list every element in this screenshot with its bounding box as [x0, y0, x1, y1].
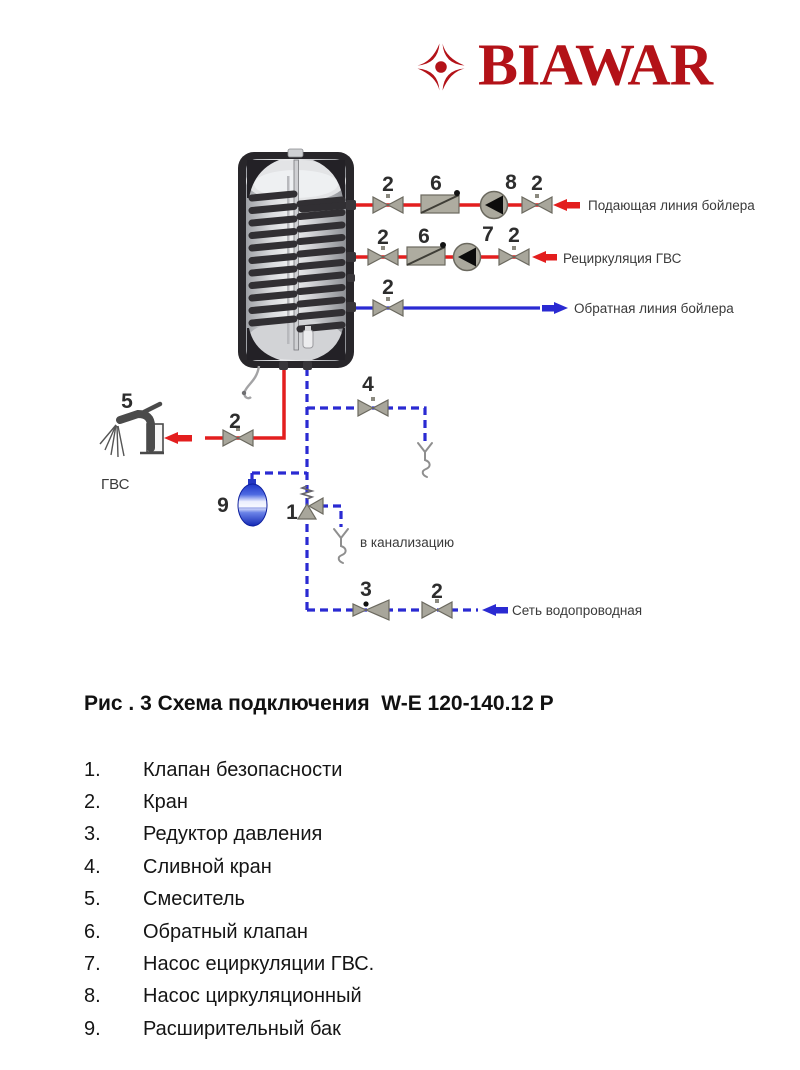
item-number: 1.	[84, 758, 101, 781]
connection-scheme	[0, 138, 800, 670]
list-item	[84, 981, 374, 1013]
list-item	[84, 819, 374, 851]
list-item	[84, 754, 374, 786]
item-number: 2.	[84, 791, 101, 814]
callout-9: 9	[217, 494, 229, 517]
callout-1: 1	[286, 501, 298, 524]
label-recirculation: Рециркуляция ГВС	[563, 251, 682, 266]
safety-valve	[298, 486, 323, 519]
item-number: 8.	[84, 985, 101, 1008]
label-mains: Сеть водопроводная	[512, 603, 643, 618]
drain-symbol-2	[334, 529, 348, 563]
callout-2: 2	[382, 173, 394, 196]
item-label: Обратный клапан	[143, 920, 308, 943]
label-return-line: Обратная линия бойлера	[574, 301, 734, 316]
callout-2: 2	[229, 410, 241, 433]
biawar-star-icon	[416, 40, 466, 94]
label-supply-line: Подающая линия бойлера	[588, 198, 755, 213]
callout-4: 4	[362, 373, 374, 396]
item-number: 3.	[84, 823, 101, 846]
callout-3: 3	[360, 578, 372, 601]
callout-2: 2	[431, 580, 443, 603]
callout-2: 2	[508, 224, 520, 247]
pump-recirc	[454, 244, 481, 271]
list-item	[84, 884, 374, 916]
callout-7: 7	[482, 223, 494, 246]
item-label: Редуктор давления	[143, 823, 323, 846]
callout-8: 8	[505, 171, 517, 194]
parts-list	[84, 754, 374, 1046]
list-item	[84, 1013, 374, 1045]
item-label: Смеситель	[143, 888, 245, 911]
list-item	[84, 948, 374, 980]
item-number: 6.	[84, 920, 101, 943]
item-number: 4.	[84, 855, 101, 878]
label-hot-water: ГВС	[101, 476, 130, 493]
brand-name: BIAWAR	[478, 32, 713, 98]
spray-lines	[100, 425, 124, 457]
boiler-tank	[238, 149, 356, 398]
item-label: Расширительный бак	[143, 1017, 341, 1040]
callout-2: 2	[377, 226, 389, 249]
figure-caption: Рис . 3 Схема подключения W-E 120-140.12 P	[84, 692, 554, 715]
item-label: Насос циркуляционный	[143, 985, 362, 1008]
list-item	[84, 851, 374, 883]
callout-5: 5	[121, 390, 133, 413]
list-item	[84, 916, 374, 948]
callout-6: 6	[430, 172, 442, 195]
callout-6: 6	[418, 225, 430, 248]
drain-symbol-1	[418, 443, 432, 477]
label-to-sewer: в канализацию	[360, 535, 455, 550]
callout-2: 2	[382, 276, 394, 299]
pump-circulation	[481, 192, 508, 219]
power-cord	[245, 366, 259, 398]
callout-2: 2	[531, 172, 543, 195]
item-number: 9.	[84, 1017, 101, 1040]
item-label: Насос ециркуляции ГВС.	[143, 953, 375, 976]
list-item	[84, 786, 374, 818]
item-label: Кран	[143, 791, 188, 814]
expansion-tank	[238, 479, 267, 526]
brand-logo	[416, 32, 713, 98]
item-label: Клапан безопасности	[143, 758, 343, 781]
item-number: 5.	[84, 888, 101, 911]
item-label: Сливной кран	[143, 855, 272, 878]
item-number: 7.	[84, 953, 101, 976]
pressure-reducer	[353, 600, 389, 620]
